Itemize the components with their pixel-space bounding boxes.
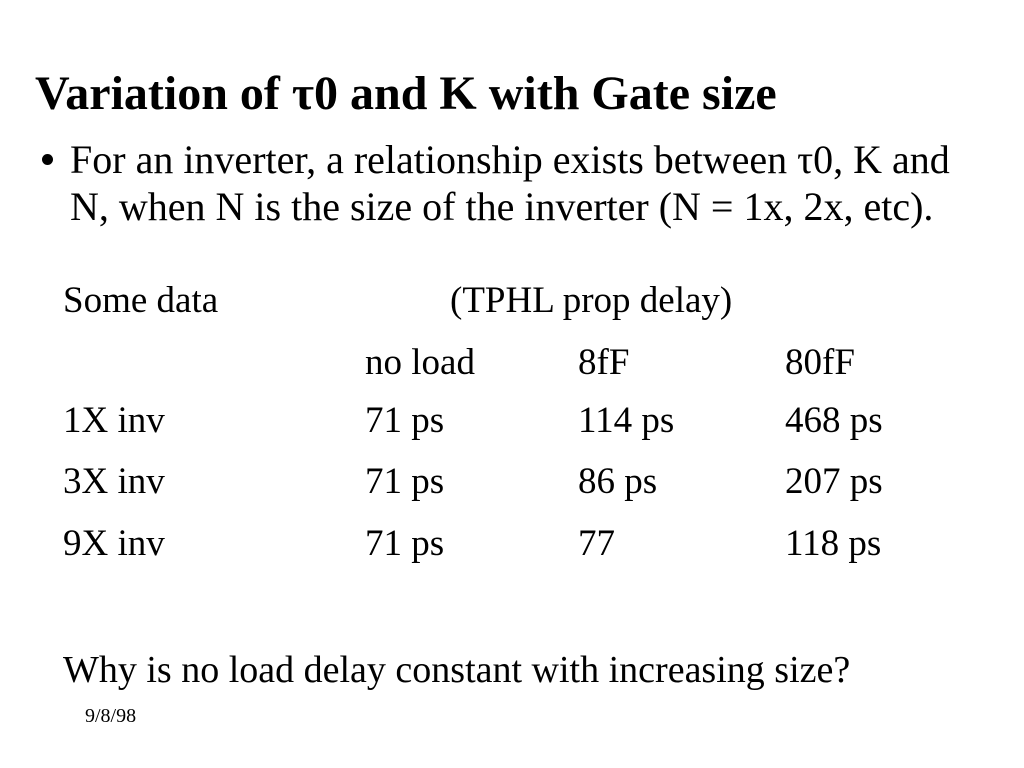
table-caption-left: Some data bbox=[63, 280, 219, 321]
table-cell: 71 ps bbox=[365, 461, 445, 502]
slide-date: 9/8/98 bbox=[85, 705, 137, 727]
table-cell: 86 ps bbox=[578, 461, 658, 502]
table-row-label: 9X inv bbox=[63, 523, 165, 564]
question-text: Why is no load delay constant with increasing size? bbox=[63, 649, 851, 691]
table-row-label: 3X inv bbox=[63, 461, 165, 502]
table-cell: 71 ps bbox=[365, 400, 445, 441]
column-header-80ff: 80fF bbox=[785, 342, 855, 383]
bullet-line-2: N, when N is the size of the inverter (N = 1x, 2x, etc). bbox=[70, 184, 934, 229]
table-cell: 77 bbox=[578, 523, 615, 564]
bullet-paragraph bbox=[70, 136, 950, 230]
slide-title: Variation of τ0 and K with Gate size bbox=[35, 67, 777, 121]
column-header-no-load: no load bbox=[365, 342, 475, 383]
column-header-8ff: 8fF bbox=[578, 342, 630, 383]
table-cell: 468 ps bbox=[785, 400, 883, 441]
table-row-label: 1X inv bbox=[63, 400, 165, 441]
table-cell: 207 ps bbox=[785, 461, 883, 502]
table-cell: 71 ps bbox=[365, 523, 445, 564]
table-cell: 118 ps bbox=[785, 523, 882, 564]
bullet-line-1: For an inverter, a relationship exists between τ0, K and bbox=[70, 137, 950, 182]
table-cell: 114 ps bbox=[578, 400, 675, 441]
bullet-icon bbox=[42, 154, 53, 165]
table-caption-right: (TPHL prop delay) bbox=[450, 280, 733, 321]
